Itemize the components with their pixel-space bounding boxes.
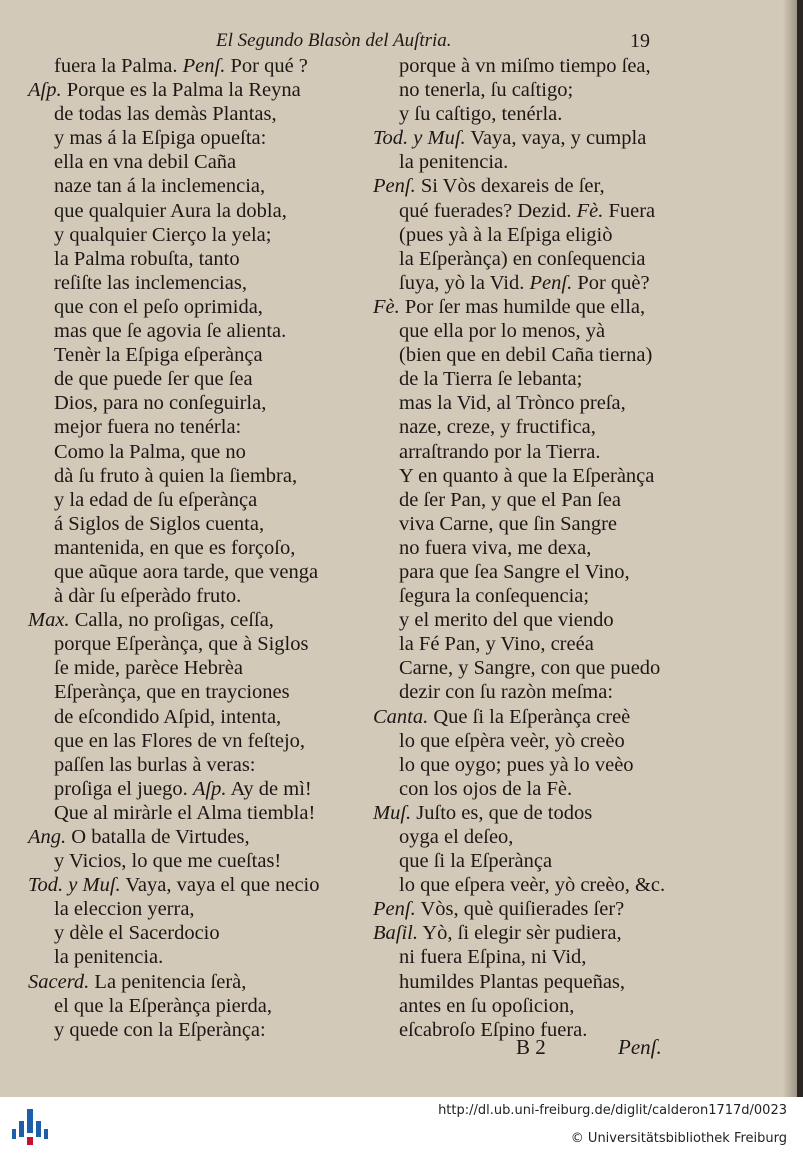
verse-text: la eleccion yerra, <box>54 898 195 921</box>
verse-text: mejor fuera no tenérla: <box>54 416 242 439</box>
speaker-label: Fè. <box>373 295 400 318</box>
verse-line <box>373 199 718 223</box>
verse-text: Por ſer mas humilde que ella, <box>399 295 646 318</box>
speaker-label: Tod. y Muſ. <box>28 874 121 897</box>
verse-line <box>28 415 373 439</box>
verse-line <box>28 632 373 656</box>
verse-line <box>373 801 718 825</box>
verse-text: de que puede ſer que ſea <box>54 368 253 391</box>
speaker-label: Ang. <box>28 826 67 848</box>
verse-line <box>373 464 718 488</box>
verse-text: (pues yà à la Eſpiga eligiò <box>399 223 613 246</box>
verse-line <box>373 440 718 464</box>
verse-text: qué fuerades? Dezid. <box>399 199 577 222</box>
verse-line <box>373 729 718 753</box>
verse-text: lo que eſpera veèr, yò creèo, &c. <box>399 874 666 897</box>
verse-line <box>28 680 373 704</box>
verse-text: Porque es la Palma la Reyna <box>61 79 301 102</box>
verse-line <box>28 584 373 608</box>
verse-text: Si Vòs dexareis de ſer, <box>415 175 605 198</box>
verse-text: O batalla de Virtudes, <box>66 826 250 848</box>
speaker-label: Aſp. <box>192 777 227 800</box>
verse-text: de todas las demàs Plantas, <box>54 103 277 126</box>
verse-line <box>28 512 373 536</box>
verse-line <box>28 1018 373 1042</box>
verse-line <box>28 608 373 632</box>
verse-text: con los ojos de la Fè. <box>399 777 573 800</box>
verse-line <box>28 464 373 488</box>
verse-text: de ſer Pan, y que el Pan ſea <box>399 488 622 511</box>
verse-line <box>373 825 718 849</box>
speaker-label: Penſ. <box>182 55 226 77</box>
verse-text: viva Carne, que ſin Sangre <box>399 512 618 535</box>
verse-text: que en las Flores de vn feſtejo, <box>54 729 306 752</box>
verse-text: Dios, para no conſeguirla, <box>54 392 267 415</box>
speaker-label: Penſ. <box>529 271 573 294</box>
verse-text: dezir con ſu razòn meſma: <box>399 681 614 704</box>
verse-text: Eſperànça, que en trayciones <box>54 681 290 704</box>
verse-text: ella en vna debil Caña <box>54 151 237 174</box>
verse-text: la penitencia. <box>399 151 509 174</box>
verse-line <box>373 78 718 102</box>
verse-text: que ſi la Eſperànça <box>399 850 553 873</box>
verse-line <box>28 849 373 873</box>
speaker-label: Baſil. <box>373 922 418 945</box>
verse-line <box>373 632 718 656</box>
verse-line <box>373 608 718 632</box>
verse-line <box>373 223 718 247</box>
source-url-link[interactable]: http://dl.ub.uni-freiburg.de/diglit/calderon1717d/0023 <box>438 1103 787 1118</box>
verse-line <box>373 391 718 415</box>
verse-line <box>28 367 373 391</box>
verse-text: mas la Vid, al Trònco preſa, <box>399 392 626 415</box>
right-column <box>373 54 718 1042</box>
verse-text: Vaya, vaya, y cumpla <box>465 127 647 150</box>
verse-text: Yò, ſi elegir sèr pudiera, <box>417 922 622 945</box>
verse-text: La penitencia ſerà, <box>89 970 247 993</box>
verse-text: fuera la Palma. <box>54 55 183 77</box>
verse-text: y Vicios, lo que me cueſtas! <box>54 850 282 873</box>
verse-line <box>373 126 718 150</box>
verse-line <box>373 560 718 584</box>
verse-text: proſiga el juego. <box>54 777 193 800</box>
verse-text: de eſcondido Aſpid, intenta, <box>54 705 282 728</box>
verse-line <box>373 584 718 608</box>
verse-line <box>28 391 373 415</box>
verse-line <box>373 994 718 1018</box>
verse-line <box>28 271 373 295</box>
verse-text: Por qué ? <box>225 55 308 77</box>
verse-text: y la edad de ſu eſperànça <box>54 488 258 511</box>
verse-line <box>28 921 373 945</box>
verse-text: naze tan á la inclemencia, <box>54 175 266 198</box>
verse-text: Vòs, què quiſierades ſer? <box>415 898 625 921</box>
verse-text: oyga el deſeo, <box>399 826 514 848</box>
verse-line <box>373 921 718 945</box>
speaker-label: Sacerd. <box>28 970 90 993</box>
verse-line <box>373 705 718 729</box>
verse-line <box>373 512 718 536</box>
verse-text: mas que ſe agovia ſe alienta. <box>54 320 287 343</box>
verse-text: arraſtrando por la Tierra. <box>399 440 601 463</box>
verse-line <box>28 488 373 512</box>
verse-line <box>28 656 373 680</box>
verse-text: à dàr ſu eſperàdo fruto. <box>54 585 242 608</box>
verse-line <box>373 945 718 969</box>
verse-text: la Eſperànça) en conſequencia <box>399 247 646 270</box>
verse-text: Que ſi la Eſperànça creè <box>428 705 631 728</box>
verse-line <box>373 343 718 367</box>
verse-line <box>373 415 718 439</box>
verse-text: á Siglos de Siglos cuenta, <box>54 512 265 535</box>
verse-text: Carne, y Sangre, con que puedo <box>399 657 661 680</box>
speaker-label: Tod. y Muſ. <box>373 127 466 150</box>
verse-line <box>373 174 718 198</box>
speaker-label: Penſ. <box>373 898 416 921</box>
verse-line <box>28 319 373 343</box>
verse-text: ſegura la conſequencia; <box>399 585 590 608</box>
verse-line <box>28 560 373 584</box>
verse-text: Fuera <box>603 199 656 222</box>
verse-line <box>373 970 718 994</box>
verse-line <box>28 970 373 994</box>
verse-text: no fuera viva, me dexa, <box>399 536 592 559</box>
verse-line <box>28 825 373 849</box>
copyright-text: © Universitätsbibliothek Freiburg <box>570 1131 787 1146</box>
verse-text: mantenida, en que es forçoſo, <box>54 536 296 559</box>
verse-text: la penitencia. <box>54 946 164 969</box>
verse-text: eſcabroſo Eſpino fuera. <box>399 1018 588 1041</box>
verse-text: para que ſea Sangre el Vino, <box>399 560 630 583</box>
verse-line <box>373 873 718 897</box>
verse-line <box>373 897 718 921</box>
verse-text: porque à vn miſmo tiempo ſea, <box>399 55 651 77</box>
verse-line <box>373 753 718 777</box>
verse-line <box>28 54 373 78</box>
verse-text: humildes Plantas pequeñas, <box>399 970 626 993</box>
verse-text: naze, creze, y fructifica, <box>399 416 596 439</box>
verse-text: Ay de mì! <box>226 777 312 800</box>
verse-text: Como la Palma, que no <box>54 440 246 463</box>
verse-text: el que la Eſperànça pierda, <box>54 994 272 1017</box>
verse-text: y qualquier Cierço la yela; <box>54 223 272 246</box>
verse-line <box>28 729 373 753</box>
verse-text: lo que eſpèra veèr, yò creèo <box>399 729 625 752</box>
verse-line <box>28 343 373 367</box>
verse-line <box>373 488 718 512</box>
footer-bar <box>0 1097 803 1155</box>
verse-text: y ſu caſtigo, tenérla. <box>399 103 563 126</box>
verse-line <box>373 295 718 319</box>
ub-freiburg-logo-icon <box>10 1107 50 1147</box>
speaker-label: Fè. <box>576 199 604 222</box>
verse-text: Y en quanto à que la Eſperànça <box>399 464 655 487</box>
verse-text: que ella por lo menos, yà <box>399 320 606 343</box>
verse-text: Tenèr la Eſpiga eſperànça <box>54 344 263 367</box>
verse-text: y el merito del que viendo <box>399 609 614 632</box>
verse-line <box>373 777 718 801</box>
verse-text: Calla, no proſigas, ceſſa, <box>69 609 274 632</box>
verse-line <box>28 753 373 777</box>
verse-line <box>28 801 373 825</box>
verse-text: antes en ſu opoſicion, <box>399 994 575 1017</box>
verse-line <box>28 440 373 464</box>
verse-line <box>373 102 718 126</box>
verse-line <box>373 536 718 560</box>
verse-text: (bien que en debil Caña tierna) <box>399 344 653 367</box>
verse-line <box>28 126 373 150</box>
verse-text: ſe mide, parèce Hebrèa <box>54 657 243 680</box>
verse-line <box>373 247 718 271</box>
verse-line <box>373 54 718 78</box>
verse-line <box>28 78 373 102</box>
speaker-label: Max. <box>28 609 70 632</box>
verse-line <box>28 945 373 969</box>
verse-text: la Palma robuſta, tanto <box>54 247 240 270</box>
verse-text: que con el peſo oprimida, <box>54 295 263 318</box>
verse-text: y dèle el Sacerdocio <box>54 922 220 945</box>
verse-line <box>28 174 373 198</box>
speaker-label: Aſp. <box>28 79 62 102</box>
speaker-label: Muſ. <box>373 801 412 824</box>
verse-text: ſuya, yò la Vid. <box>399 271 530 294</box>
verse-line <box>28 150 373 174</box>
verse-text: ni fuera Eſpina, ni Vid, <box>399 946 587 969</box>
running-title: El Segundo Blasòn del Auſtria. <box>216 30 452 51</box>
verse-line <box>28 199 373 223</box>
verse-line <box>373 150 718 174</box>
verse-text: Vaya, vaya el que necio <box>120 874 320 897</box>
speaker-label: Canta. <box>373 705 429 728</box>
verse-text: Que al miràrle el Alma tiembla! <box>54 801 316 824</box>
verse-line <box>28 223 373 247</box>
verse-text: lo que oygo; pues yà lo veèo <box>399 753 634 776</box>
verse-line <box>28 295 373 319</box>
verse-line <box>373 656 718 680</box>
verse-line <box>28 873 373 897</box>
verse-line <box>28 536 373 560</box>
verse-line <box>28 897 373 921</box>
verse-line <box>28 705 373 729</box>
verse-line <box>373 319 718 343</box>
verse-text: y quede con la Eſperànça: <box>54 1018 266 1041</box>
verse-line <box>28 247 373 271</box>
left-column <box>28 54 373 1042</box>
verse-text: porque Eſperànça, que à Siglos <box>54 633 309 656</box>
verse-line <box>28 777 373 801</box>
page-number: 19 <box>630 30 650 52</box>
verse-text: la Fé Pan, y Vino, creéa <box>399 633 594 656</box>
verse-line <box>28 994 373 1018</box>
verse-line <box>373 367 718 391</box>
verse-text: que aũque aora tarde, que venga <box>54 560 319 583</box>
verse-text: Juſto es, que de todos <box>411 801 593 824</box>
verse-text: dà ſu fruto à quien la ſiembra, <box>54 464 298 487</box>
verse-text: reſiſte las inclemencias, <box>54 271 247 294</box>
verse-text: paſſen las burlas à veras: <box>54 753 256 776</box>
verse-text: Por què? <box>572 271 650 294</box>
catchword: Penſ. <box>618 1035 662 1059</box>
verse-text: de la Tierra ſe lebanta; <box>399 368 583 391</box>
verse-line <box>373 271 718 295</box>
verse-text: no tenerla, ſu caſtigo; <box>399 79 574 102</box>
verse-text: que qualquier Aura la dobla, <box>54 199 287 222</box>
verse-line <box>373 849 718 873</box>
verse-line <box>373 680 718 704</box>
speaker-label: Penſ. <box>373 175 416 198</box>
verse-line <box>28 102 373 126</box>
signature-mark: B 2 <box>516 1035 546 1059</box>
verse-text: y mas á la Eſpiga opueſta: <box>54 127 267 150</box>
